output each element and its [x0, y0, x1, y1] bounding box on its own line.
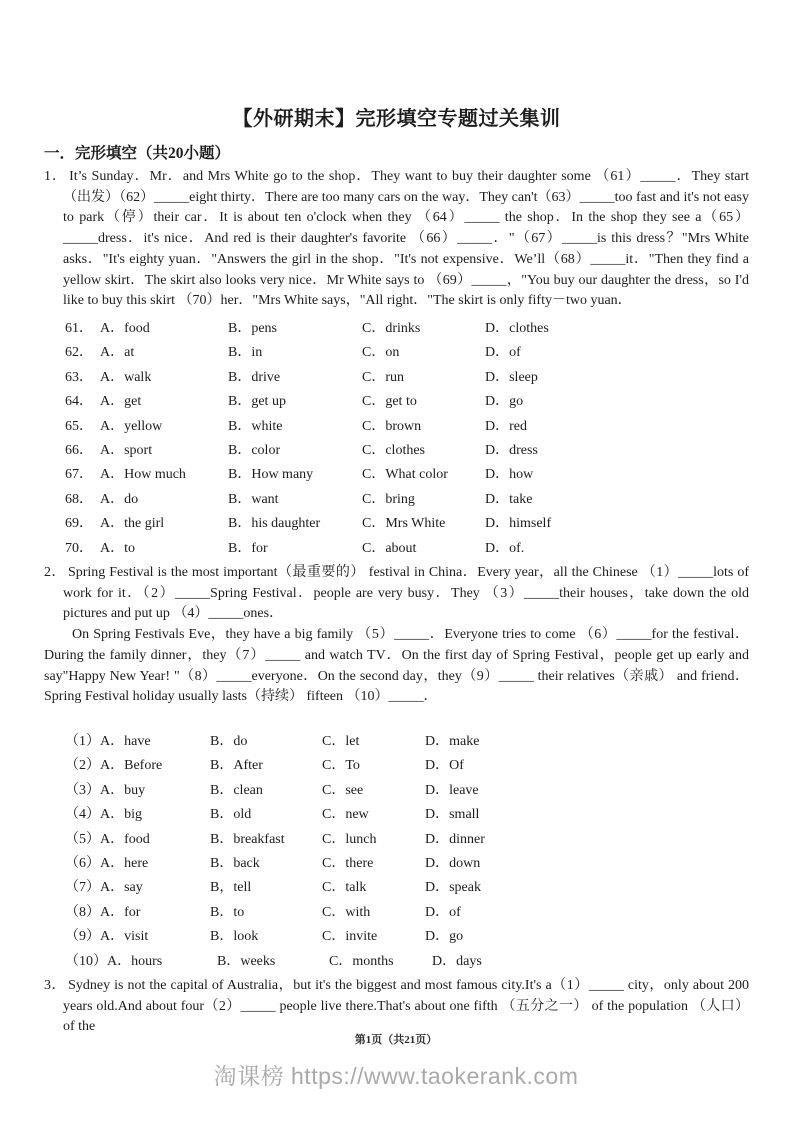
option-row-6 — [65, 852, 749, 876]
option-c: C．new — [322, 807, 369, 823]
question-1-options — [65, 317, 749, 561]
option-a: A．yellow — [100, 418, 163, 434]
question-2-number: 2． — [44, 564, 66, 580]
option-a: A．do — [100, 491, 139, 507]
option-a: A．visit — [100, 929, 149, 945]
option-b: B．in — [228, 345, 263, 361]
option-number: 63． — [65, 369, 93, 385]
question-1-paragraph — [44, 167, 749, 312]
option-c: C．there — [322, 855, 374, 871]
option-number: 65． — [65, 418, 93, 434]
option-a: A．How much — [100, 467, 186, 483]
option-c: C．run — [362, 369, 404, 385]
option-c: C．with — [322, 904, 371, 920]
option-row-70 — [65, 537, 749, 561]
watermark: 淘课榜 https://www.taokerank.com — [213, 1063, 579, 1089]
option-number: （3） — [65, 782, 100, 798]
question-3 — [44, 976, 749, 1038]
option-b: B．to — [210, 904, 245, 920]
option-b: B．How many — [228, 467, 314, 483]
option-c: C．talk — [322, 880, 367, 896]
option-number: （8） — [65, 904, 100, 920]
option-row-61 — [65, 317, 749, 341]
option-number: （6） — [65, 855, 100, 871]
option-number: 64． — [65, 394, 93, 410]
option-row-1 — [65, 730, 749, 754]
question-2-text-2: On Spring Festivals Eve，they have a big family （5）_____．Everyone tries to come （6）_____for the festival．During the family dinner，they（7）_____ and watch TV．On the first day of Spring Festival，people get up early and say"Happy New Year! "（8）_____everyone．On the second day，they（9）_____ their relatives（亲戚） and friend．Spring Festival holiday usually lasts（持续） fifteen （10）_____． — [44, 627, 749, 705]
option-a: A．for — [100, 904, 141, 920]
option-b: B．do — [210, 733, 248, 749]
option-number: 66． — [65, 442, 93, 458]
option-b: B．white — [228, 418, 283, 434]
option-a: A．Before — [100, 758, 163, 774]
option-row-4 — [65, 803, 749, 827]
option-a: A．food — [100, 320, 150, 336]
option-row-7 — [65, 876, 749, 900]
option-d: D．take — [485, 491, 533, 507]
option-c: C．drinks — [362, 320, 421, 336]
option-b: B．back — [210, 855, 260, 871]
option-row-68 — [65, 488, 749, 512]
question-1-text: It’s Sunday．Mr．and Mrs White go to the shop．They want to buy their daughter some （61）_____．They start （出发）（62）_____eight thirty．There are too many cars on the way．They can't（63）_____too fast and it's not easy to park（停）their car．It is about ten o'clock when they （64）_____ the shop．In the shop they see a（65）_____dress．it's nice．And red is their daughter's favorite （66）_____．"（67）_____is this dress？"Mrs White asks．"It's eighty yuan．"Answers the girl in the shop．"It's not expensive．We’ll（68）_____it．"Then they find a yellow skirt．The skirt also looks very nice．Mr White says to （69）_____，"You buy our daughter the dress，so I'd like to buy this skirt （70）her．"Mrs White says，"All right．"The skirt is only fifty－two yuan． — [63, 169, 750, 309]
option-c: C．months — [329, 953, 394, 969]
option-row-9 — [65, 925, 749, 949]
option-d: D．days — [432, 953, 482, 969]
question-2-options — [65, 730, 749, 974]
page-title: 【外研期末】完形填空专题过关集训 — [232, 108, 561, 130]
option-d: D．speak — [425, 880, 481, 896]
question-2-paragraph-2 — [44, 625, 749, 708]
option-a: A．the girl — [100, 516, 165, 532]
option-c: C．get to — [362, 394, 417, 410]
option-number: （4） — [65, 807, 100, 823]
option-a: A．to — [100, 540, 135, 556]
question-3-text: Sydney is not the capital of Australia，but it's the biggest and most famous city.It's a（1）_____ city，only about 200 years old.And about four（2）_____ people live there.That's about one fifth （五分之一） of the population （人口） of the — [63, 977, 749, 1035]
option-a: A．here — [100, 855, 149, 871]
option-number: （10） — [65, 953, 107, 969]
option-c: C．What color — [362, 467, 448, 483]
option-b: B．drive — [228, 369, 281, 385]
option-row-69 — [65, 512, 749, 536]
option-c: C．on — [362, 345, 400, 361]
option-b: B．After — [210, 758, 263, 774]
option-number: （9） — [65, 929, 100, 945]
option-row-8 — [65, 901, 749, 925]
question-2-text-1: Spring Festival is the most important（最重要的） festival in China．Every year，all the Chinese （1）_____lots of work for it．（2）_____Spring Festival．people are very busy．They （3）_____their houses，take down the old pictures and put up （4）_____ones． — [63, 564, 749, 622]
option-a: A．food — [100, 831, 150, 847]
option-d: D．go — [485, 394, 524, 410]
option-row-3 — [65, 779, 749, 803]
option-a: A．say — [100, 880, 143, 896]
option-d: D．dress — [485, 442, 538, 458]
option-c: C．To — [322, 758, 360, 774]
option-d: D．small — [425, 807, 480, 823]
option-c: C．let — [322, 733, 360, 749]
option-b: B，tell — [210, 880, 252, 896]
option-a: A．sport — [100, 442, 153, 458]
option-c: C．bring — [362, 491, 415, 507]
option-b: B．breakfast — [210, 831, 285, 847]
question-2 — [44, 563, 749, 974]
option-d: D．go — [425, 929, 464, 945]
option-number: 68． — [65, 491, 93, 507]
option-a: A．hours — [107, 953, 163, 969]
option-a: A．at — [100, 345, 135, 361]
option-number: （2） — [65, 758, 100, 774]
option-c: C．Mrs White — [362, 516, 446, 532]
option-d: D．of. — [485, 540, 525, 556]
option-a: A．walk — [100, 369, 152, 385]
option-a: A．big — [100, 807, 142, 823]
option-number: （7） — [65, 880, 100, 896]
option-d: D．leave — [425, 782, 479, 798]
option-b: B．look — [210, 929, 259, 945]
option-b: B．for — [228, 540, 268, 556]
option-a: A．get — [100, 394, 142, 410]
option-b: B．his daughter — [228, 516, 321, 532]
option-row-65 — [65, 415, 749, 439]
option-b: B．get up — [228, 394, 286, 410]
option-c: C．clothes — [362, 442, 425, 458]
option-row-10 — [65, 950, 749, 974]
option-a: A．have — [100, 733, 151, 749]
option-row-64 — [65, 390, 749, 414]
option-d: D．of — [425, 904, 461, 920]
option-c: C．brown — [362, 418, 422, 434]
option-b: B．want — [228, 491, 279, 507]
option-number: （5） — [65, 831, 100, 847]
question-1-number: 1． — [44, 169, 68, 184]
option-row-63 — [65, 366, 749, 390]
option-b: B．old — [210, 807, 252, 823]
option-b: B．color — [228, 442, 281, 458]
option-d: D．Of — [425, 758, 464, 774]
option-b: B．weeks — [217, 953, 276, 969]
option-d: D．sleep — [485, 369, 538, 385]
option-d: D．himself — [485, 516, 552, 532]
option-d: D．clothes — [485, 320, 549, 336]
option-a: A．buy — [100, 782, 146, 798]
option-d: D．down — [425, 855, 481, 871]
option-d: D．how — [485, 467, 534, 483]
option-d: D．make — [425, 733, 480, 749]
option-row-62 — [65, 341, 749, 365]
option-row-67 — [65, 463, 749, 487]
option-d: D．red — [485, 418, 527, 434]
option-d: D．dinner — [425, 831, 485, 847]
option-number: 67． — [65, 467, 93, 483]
option-c: C．see — [322, 782, 364, 798]
option-number: 62． — [65, 345, 93, 361]
option-row-66 — [65, 439, 749, 463]
option-d: D．of — [485, 345, 521, 361]
section-heading: 一．完形填空（共20小题） — [44, 145, 231, 162]
option-c: C．about — [362, 540, 417, 556]
option-number: （1） — [65, 733, 100, 749]
option-b: B．pens — [228, 320, 277, 336]
option-c: C．invite — [322, 929, 378, 945]
question-3-paragraph — [44, 976, 749, 1038]
option-c: C．lunch — [322, 831, 377, 847]
question-1 — [44, 167, 749, 561]
option-row-5 — [65, 828, 749, 852]
option-number: 69． — [65, 516, 93, 532]
option-number: 61． — [65, 320, 93, 336]
option-b: B．clean — [210, 782, 263, 798]
question-3-number: 3． — [44, 977, 67, 993]
option-number: 70． — [65, 540, 93, 556]
page-number: 第1页（共21页） — [354, 1034, 438, 1046]
question-2-paragraph-1 — [44, 563, 749, 625]
option-row-2 — [65, 754, 749, 778]
